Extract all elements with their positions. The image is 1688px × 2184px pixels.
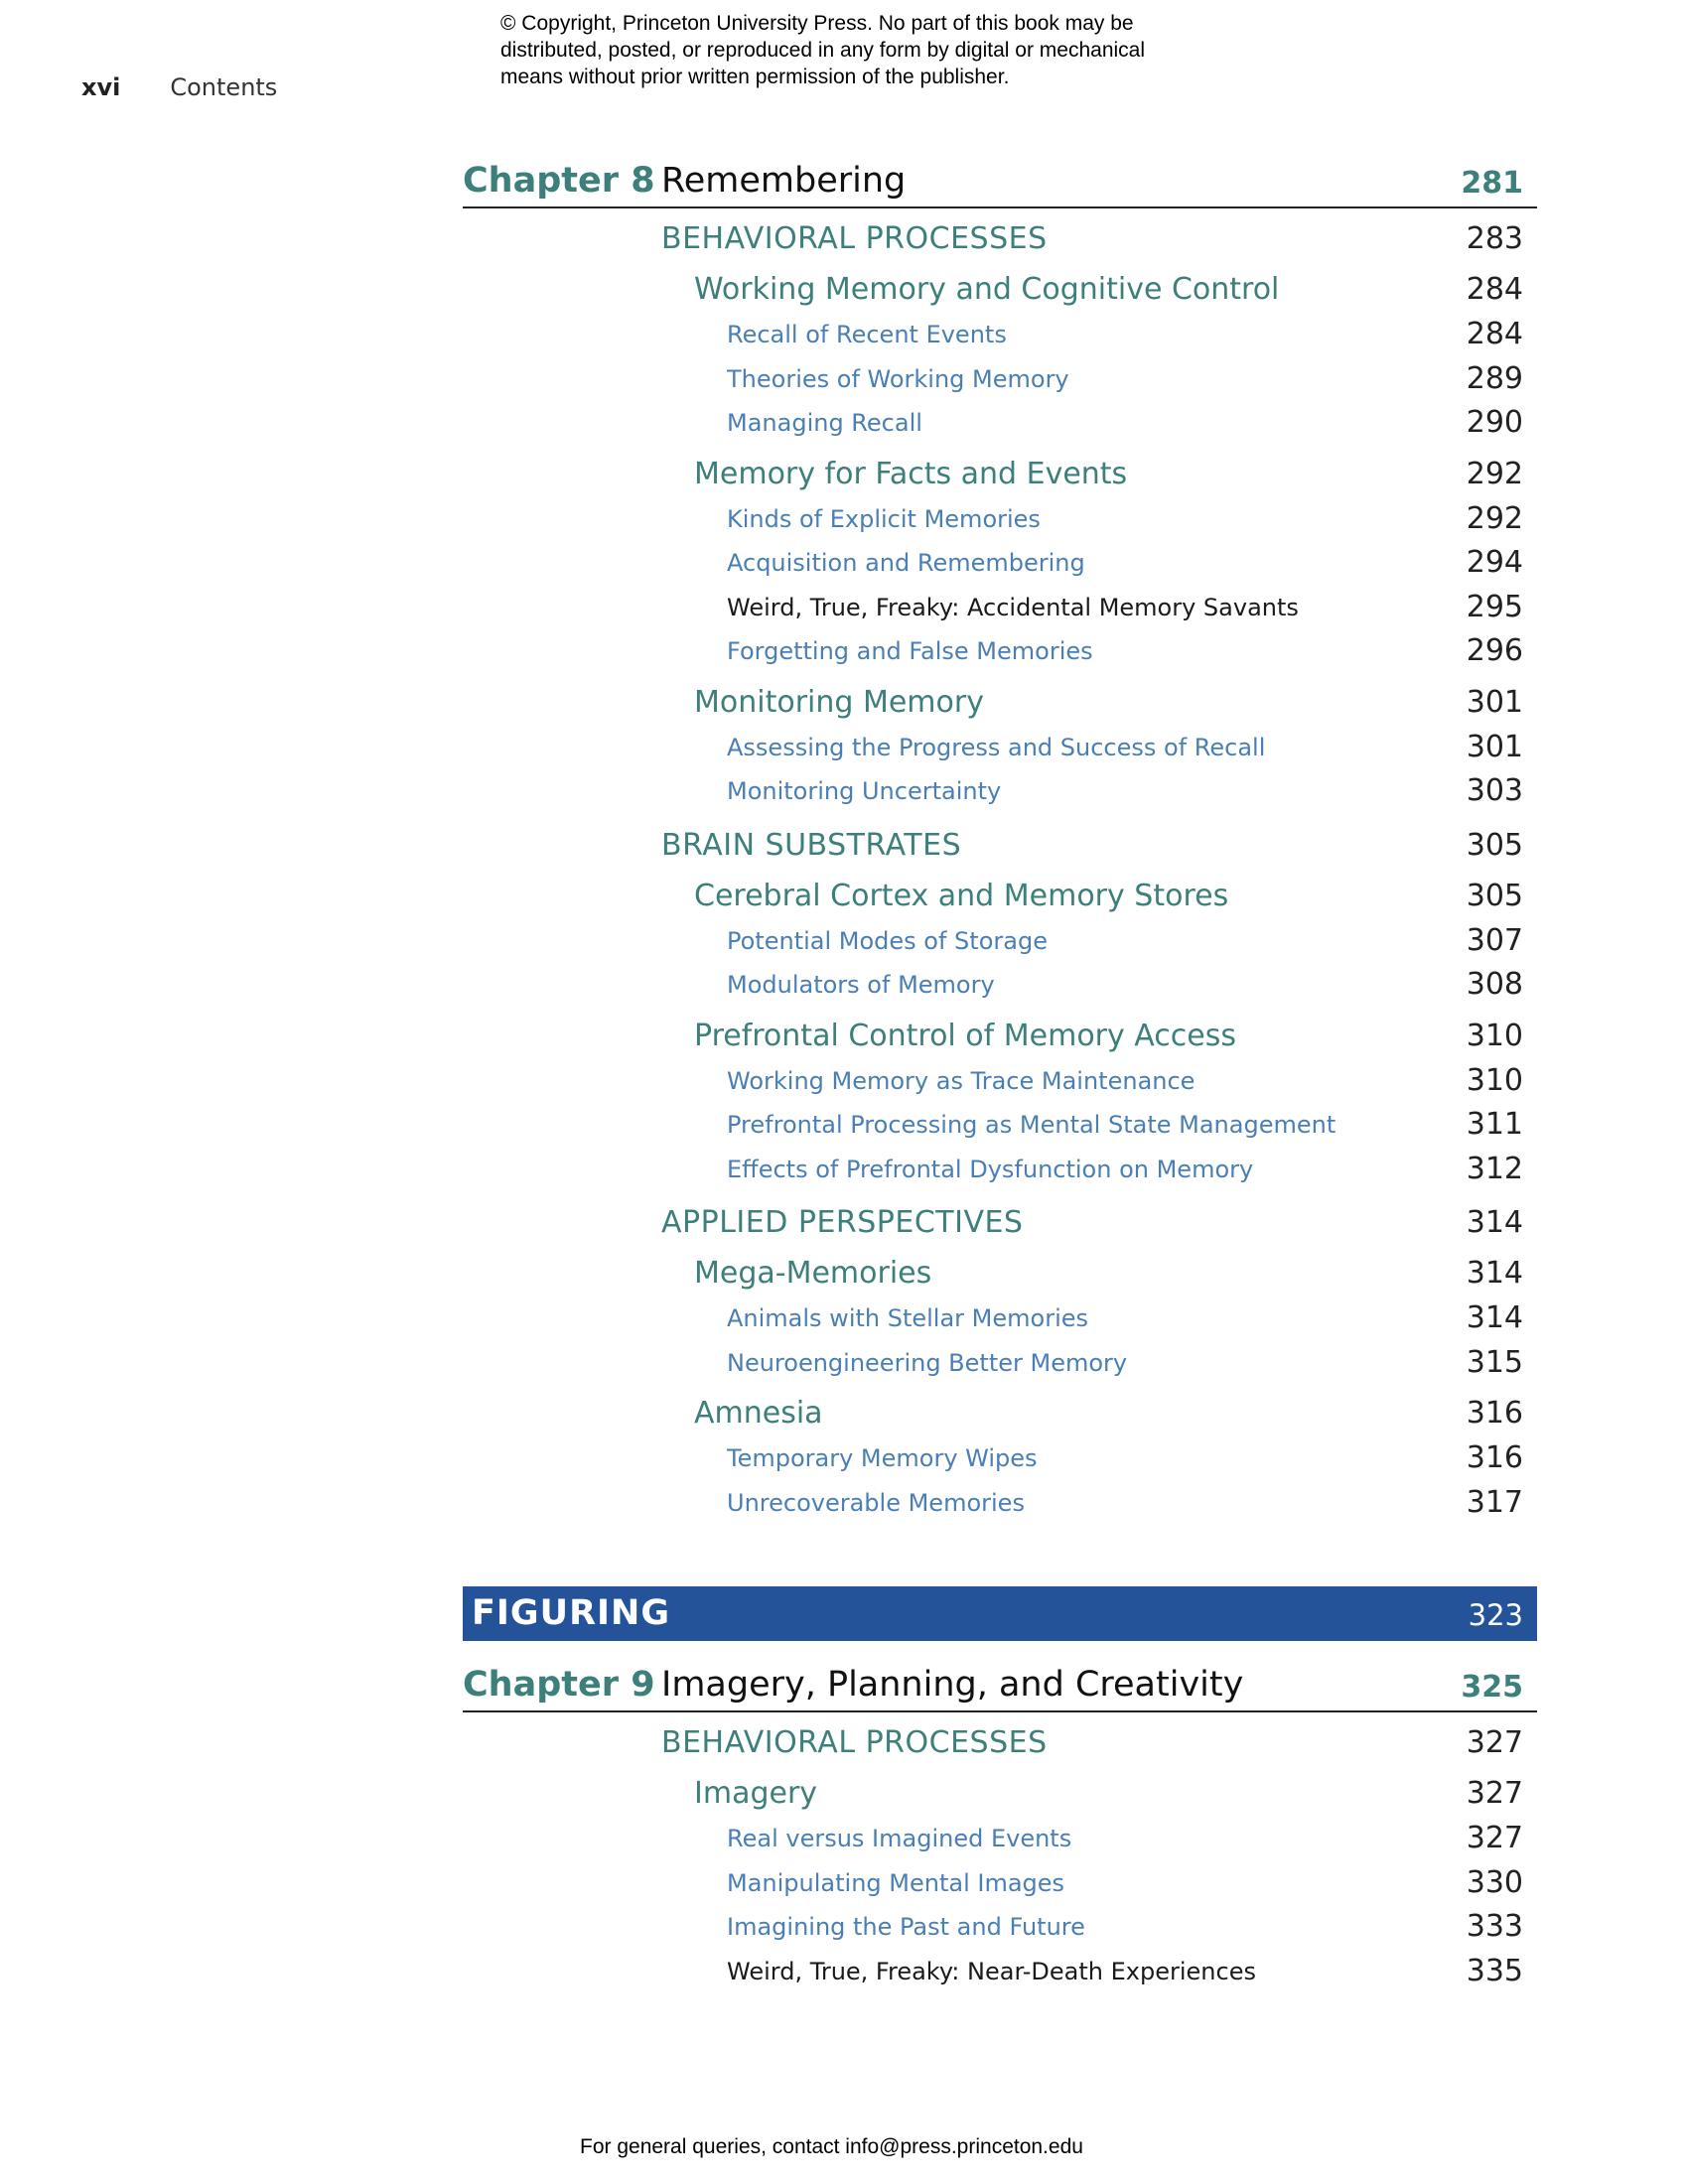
toc-entry-subheading[interactable] [463,770,1537,815]
entry-label: Managing Recall [727,409,922,437]
entry-label: Real versus Imagined Events [727,1825,1072,1852]
entry-page: 305 [1466,827,1523,863]
entry-page: 294 [1466,545,1523,580]
entry-label: Modulators of Memory [727,971,995,999]
toc-entry-heading[interactable] [463,1246,1537,1297]
copyright-line: © Copyright, Princeton University Press. No part of this book may be [500,12,1134,35]
entry-label: Forgetting and False Memories [727,637,1093,665]
entry-page: 292 [1466,456,1523,491]
entry-label: Weird, True, Freaky: Near-Death Experiences [727,1957,1256,1985]
toc-entry-subheading[interactable] [463,1342,1537,1387]
entry-label: Cerebral Cortex and Memory Stores [694,878,1229,913]
toc-entry-subheading[interactable] [463,402,1537,447]
toc-entry-subheading[interactable] [463,1297,1537,1342]
chapter-title: Imagery, Planning, and Creativity [661,1665,1244,1705]
toc-entry-subheading[interactable] [463,1862,1537,1907]
toc-entry-subheading[interactable] [463,920,1537,965]
entry-page: 330 [1466,1864,1523,1900]
entry-page: 327 [1466,1725,1523,1760]
chapter-label: Chapter 8 [463,161,655,201]
entry-label: Theories of Working Memory [727,364,1069,393]
toc-entry-subheading[interactable] [463,358,1537,403]
toc-entry-subheading[interactable] [463,1149,1537,1193]
chapter-title: Remembering [661,161,907,201]
entry-page: 292 [1466,500,1523,536]
entry-label: BRAIN SUBSTRATES [661,827,962,863]
toc-entry-heading[interactable] [463,1009,1537,1060]
part-banner[interactable] [463,1586,1537,1641]
entry-page: 316 [1466,1440,1523,1475]
entry-page: 308 [1466,967,1523,1002]
toc-entry-subheading[interactable] [463,498,1537,543]
entry-label: Prefrontal Control of Memory Access [694,1018,1236,1053]
entry-label: Assessing the Progress and Success of Recall [727,733,1266,761]
entry-label: Recall of Recent Events [727,321,1007,348]
entry-label: Working Memory as Trace Maintenance [727,1066,1196,1095]
toc-entry-feature-box[interactable] [463,587,1537,631]
entry-label: Working Memory and Cognitive Control [694,272,1280,307]
toc-entry-heading[interactable] [463,675,1537,727]
entry-page: 315 [1466,1344,1523,1380]
toc-entry-heading[interactable] [463,262,1537,314]
entry-label: Neuroengineering Better Memory [727,1348,1128,1377]
entry-page: 303 [1466,773,1523,808]
copyright-notice [500,10,1255,90]
toc-entry-subheading[interactable] [463,314,1537,358]
running-head [81,73,277,101]
part-page-number: 323 [1468,1598,1523,1632]
footer-contact: For general queries, contact info@press.princeton.edu [580,2135,1083,2158]
toc-entry-section[interactable] [463,208,1537,262]
entry-label: BEHAVIORAL PROCESSES [661,1725,1048,1760]
chapter-heading[interactable] [463,1651,1537,1712]
entry-page: 284 [1466,317,1523,351]
entry-label: Prefrontal Processing as Mental State Management [727,1111,1336,1139]
copyright-line: means without prior written permission of the publisher. [500,66,1010,88]
entry-label: Weird, True, Freaky: Accidental Memory Savants [727,593,1299,621]
toc-chapter-8 [463,147,1537,1526]
toc-entry-section[interactable] [463,1712,1537,1766]
toc-entry-heading[interactable] [463,1766,1537,1818]
entry-label: Acquisition and Remembering [727,549,1085,577]
chapter-page-number: 325 [1461,1670,1523,1705]
entry-label: Monitoring Uncertainty [727,777,1002,805]
toc-entry-heading[interactable] [463,869,1537,920]
entry-page: 311 [1466,1107,1523,1142]
entry-page: 333 [1466,1909,1523,1944]
entry-label: Mega-Memories [694,1256,932,1291]
toc-entry-heading[interactable] [463,447,1537,498]
toc-entry-subheading[interactable] [463,1104,1537,1149]
chapter-label: Chapter 9 [463,1665,655,1705]
toc-chapter-9 [463,1651,1537,1994]
folio: xvi [81,73,121,101]
entry-page: 314 [1466,1300,1523,1335]
entry-label: Kinds of Explicit Memories [727,504,1041,533]
entry-page: 327 [1466,1776,1523,1811]
entry-label: BEHAVIORAL PROCESSES [661,221,1048,256]
entry-label: Animals with Stellar Memories [727,1304,1089,1332]
part-title: FIGURING [472,1593,671,1633]
entry-page: 296 [1466,633,1523,668]
entry-label: APPLIED PERSPECTIVES [661,1205,1024,1240]
running-head-title: Contents [170,73,278,101]
entry-page: 295 [1466,589,1523,624]
toc-entry-subheading[interactable] [463,542,1537,587]
entry-page: 314 [1466,1205,1523,1240]
toc-entry-subheading[interactable] [463,964,1537,1009]
entry-label: Effects of Prefrontal Dysfunction on Memory [727,1155,1254,1183]
entry-page: 317 [1466,1484,1523,1520]
entry-page: 289 [1466,360,1523,396]
entry-page: 307 [1466,922,1523,958]
toc-entry-section[interactable] [463,1192,1537,1246]
toc-entry-section[interactable] [463,815,1537,869]
entry-label: Monitoring Memory [694,684,984,720]
entry-page: 335 [1466,1953,1523,1988]
chapter-heading[interactable] [463,147,1537,208]
entry-page: 283 [1466,221,1523,256]
entry-label: Manipulating Mental Images [727,1868,1065,1897]
toc-entry-subheading[interactable] [463,1818,1537,1862]
entry-page: 310 [1466,1062,1523,1098]
entry-label: Imagery [694,1776,818,1811]
toc-entry-feature-box[interactable] [463,1951,1537,1995]
toc-entry-subheading[interactable] [463,1482,1537,1527]
toc-entry-subheading[interactable] [463,727,1537,771]
copyright-line: distributed, posted, or reproduced in any form by digital or mechanical [500,39,1146,62]
toc-entry-subheading[interactable] [463,1060,1537,1105]
entry-label: Temporary Memory Wipes [727,1444,1038,1472]
entry-page: 290 [1466,405,1523,440]
entry-label: Amnesia [694,1396,823,1431]
entry-page: 310 [1466,1018,1523,1053]
chapter-page-number: 281 [1461,166,1523,201]
toc-entry-subheading[interactable] [463,1437,1537,1482]
entry-page: 314 [1466,1256,1523,1291]
entry-page: 312 [1466,1151,1523,1186]
entry-page: 327 [1466,1821,1523,1855]
toc-entry-heading[interactable] [463,1386,1537,1437]
entry-label: Unrecoverable Memories [727,1488,1025,1517]
entry-label: Memory for Facts and Events [694,456,1128,491]
toc-entry-subheading[interactable] [463,630,1537,675]
entry-label: Imagining the Past and Future [727,1913,1085,1941]
entry-page: 301 [1466,729,1523,764]
entry-page: 316 [1466,1396,1523,1431]
entry-page: 284 [1466,272,1523,307]
toc-entry-subheading[interactable] [463,1906,1537,1951]
entry-page: 301 [1466,684,1523,720]
entry-label: Potential Modes of Storage [727,926,1048,955]
entry-page: 305 [1466,878,1523,913]
